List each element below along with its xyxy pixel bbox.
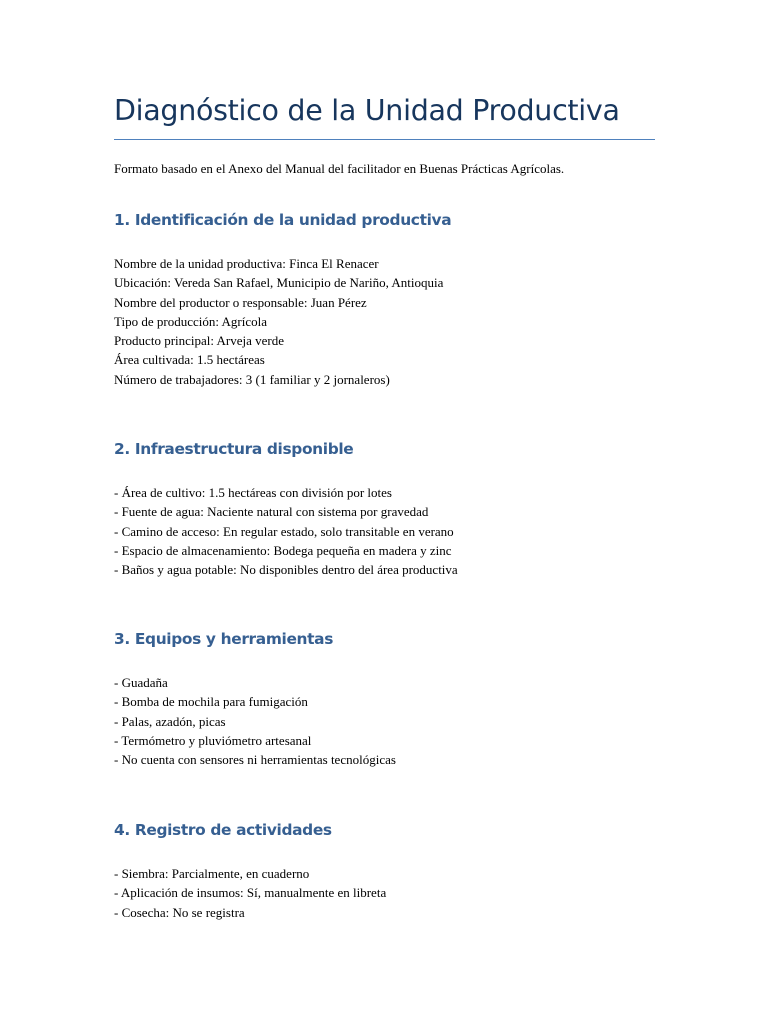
list-item: - Camino de acceso: En regular estado, solo transitable en verano bbox=[114, 523, 454, 539]
list-item: - Aplicación de insumos: Sí, manualmente en libreta bbox=[114, 885, 387, 901]
list-item: - Espacio de almacenamiento: Bodega pequeña en madera y zinc bbox=[114, 542, 452, 558]
list-item: - Siembra: Parcialmente, en cuaderno bbox=[114, 866, 310, 881]
list-item: - Palas, azadón, picas bbox=[114, 713, 226, 729]
intro-paragraph: Formato basado en el Anexo del Manual del facilitador en Buenas Prácticas Agrícolas. bbox=[114, 161, 565, 176]
text-line: Ubicación: Vereda San Rafael, Municipio de Nariño, Antioquia bbox=[114, 275, 444, 291]
list-item: - Fuente de agua: Naciente natural con sistema por gravedad bbox=[114, 504, 429, 520]
section-heading-equipos: 3. Equipos y herramientas bbox=[114, 630, 333, 648]
list-item: - Área de cultivo: 1.5 hectáreas con división por lotes bbox=[114, 485, 392, 500]
list-item: - Termómetro y pluviómetro artesanal bbox=[114, 732, 312, 748]
text-line: Producto principal: Arveja verde bbox=[114, 333, 285, 349]
section-lines-equipos bbox=[114, 673, 396, 769]
list-item: - Cosecha: No se registra bbox=[114, 904, 245, 920]
title-underline bbox=[114, 139, 655, 140]
list-item: - Guadaña bbox=[114, 675, 168, 690]
section-heading-infraestructura: 2. Infraestructura disponible bbox=[114, 440, 354, 458]
section-lines-identificacion bbox=[114, 254, 443, 389]
text-line: Nombre de la unidad productiva: Finca El Renacer bbox=[114, 256, 379, 271]
section-lines-registro bbox=[114, 864, 386, 922]
section-heading-registro: 4. Registro de actividades bbox=[114, 821, 332, 839]
list-item: - No cuenta con sensores ni herramientas tecnológicas bbox=[114, 752, 396, 768]
text-line: Área cultivada: 1.5 hectáreas bbox=[114, 352, 265, 368]
list-item: - Baños y agua potable: No disponibles dentro del área productiva bbox=[114, 562, 458, 578]
text-line: Número de trabajadores: 3 (1 familiar y 2 jornaleros) bbox=[114, 371, 390, 387]
text-line: Nombre del productor o responsable: Juan Pérez bbox=[114, 294, 367, 310]
list-item: - Bomba de mochila para fumigación bbox=[114, 694, 308, 710]
document-title: Diagnóstico de la Unidad Productiva bbox=[114, 94, 620, 127]
section-lines-infraestructura bbox=[114, 483, 458, 579]
section-heading-identificacion: 1. Identificación de la unidad productiva bbox=[114, 211, 452, 229]
text-line: Tipo de producción: Agrícola bbox=[114, 313, 267, 329]
